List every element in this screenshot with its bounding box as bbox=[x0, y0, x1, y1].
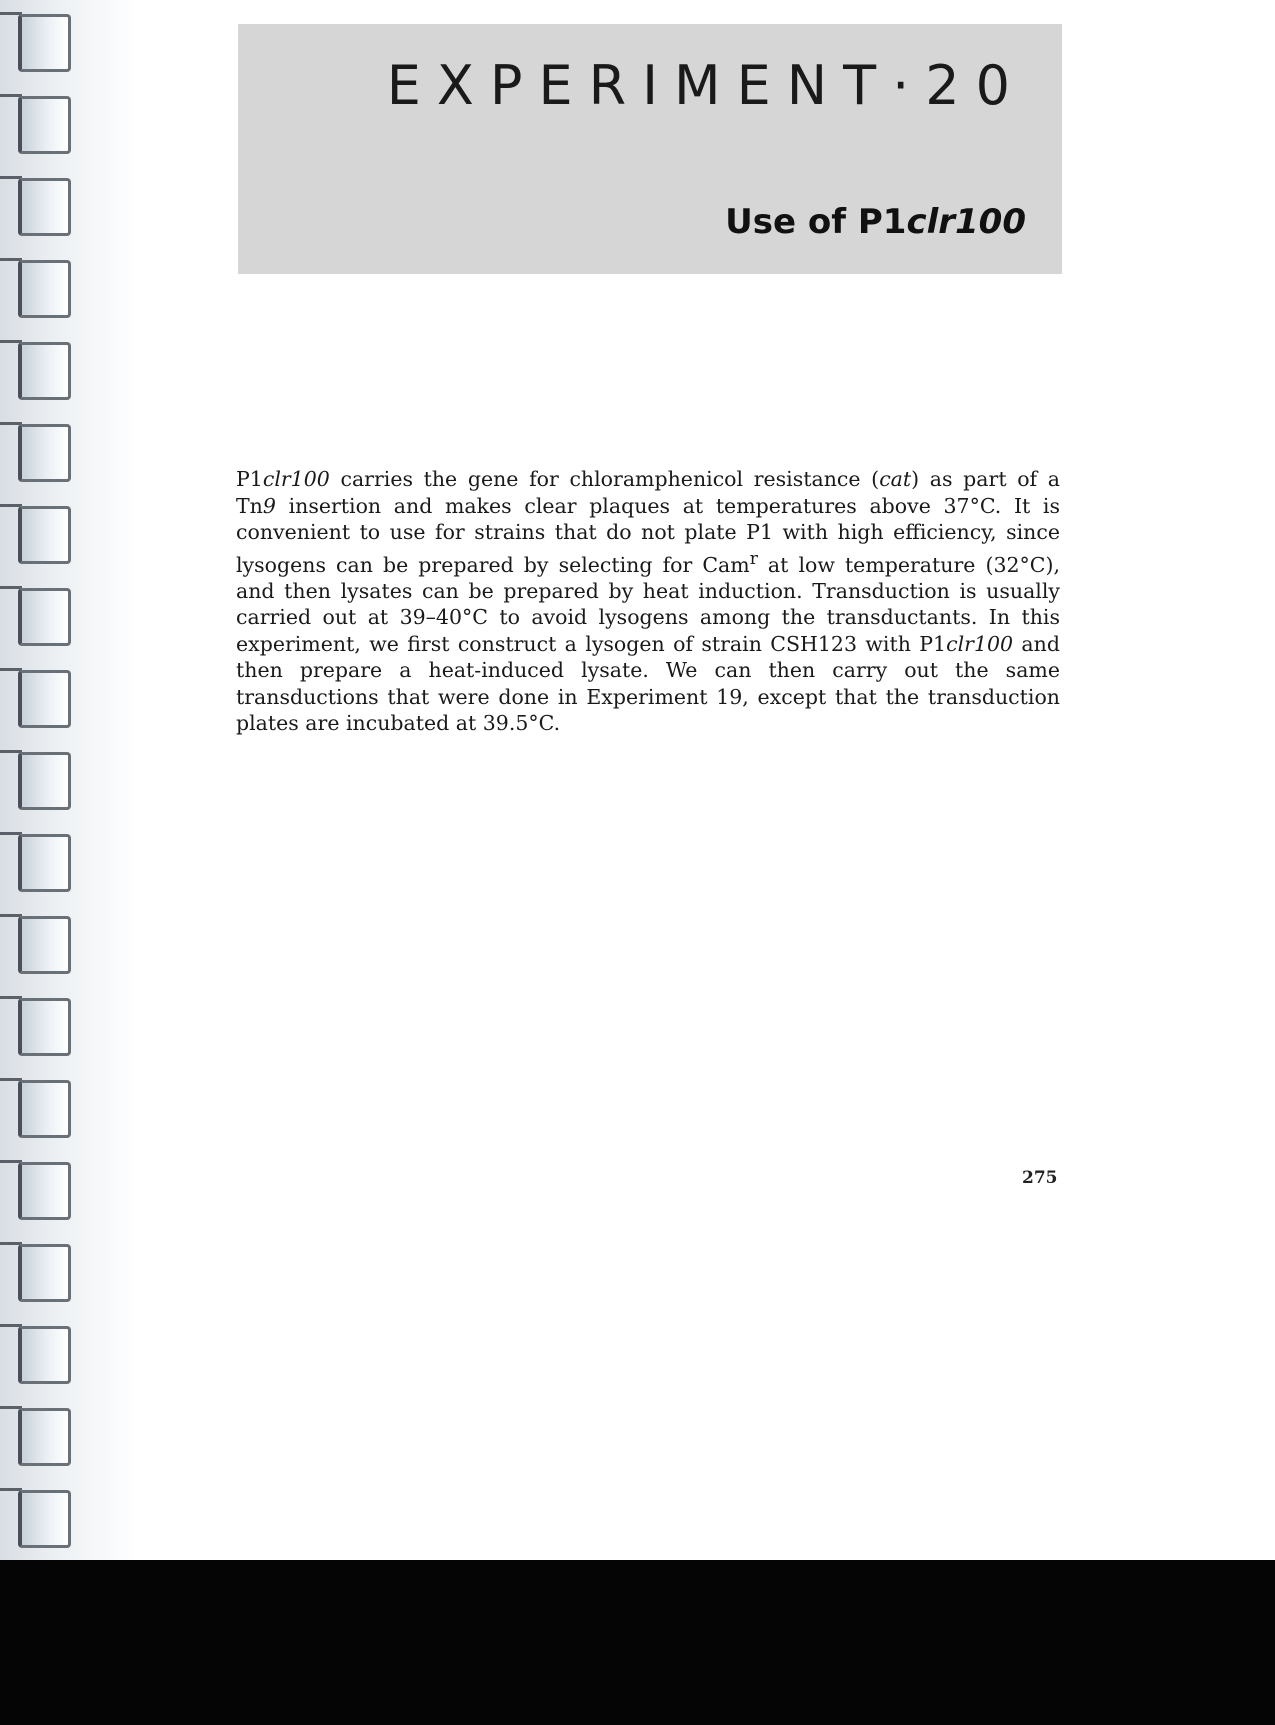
binding-ring bbox=[0, 582, 82, 648]
experiment-subtitle bbox=[725, 202, 1026, 242]
subtitle-prefix: Use of P1 bbox=[725, 202, 907, 242]
experiment-title: EXPERIMENT·20 bbox=[386, 54, 1026, 117]
text-run: ) as part of a Tn bbox=[236, 467, 1060, 518]
spiral-binding bbox=[0, 0, 95, 1560]
text-run-italic: clr100 bbox=[946, 631, 1014, 656]
binding-ring bbox=[0, 828, 82, 894]
binding-ring bbox=[0, 1320, 82, 1386]
subtitle-italic: clr100 bbox=[906, 202, 1026, 242]
text-run: and then prepare a heat-induced lysate. We can then carry out the same transductions that were done in Experiment 19, except that the transduction plates are incubated at 39.5°C. bbox=[236, 631, 1060, 736]
binding-ring bbox=[0, 1238, 82, 1304]
binding-ring bbox=[0, 910, 82, 976]
experiment-header bbox=[238, 24, 1062, 274]
text-run: at low temperature (32°C), and then lysates can be prepared by heat induction. Transduction is usually carried out at 39–40°C to avoid lysogens among the transductants. In this experiment, we first construct a lysogen of strain CSH123 with P1 bbox=[236, 552, 1060, 656]
binding-ring bbox=[0, 8, 82, 74]
text-run: insertion and makes clear plaques at temperatures above 37°C. It is convenient to use for strains that do not plate P1 with high efficiency, since lysogens can be prepared by selecting for Cam bbox=[236, 493, 1060, 577]
binding-ring bbox=[0, 1156, 82, 1222]
text-run: P1 bbox=[236, 467, 263, 491]
page-number: 275 bbox=[1022, 1168, 1058, 1188]
text-run-italic: cat bbox=[879, 467, 912, 491]
body-paragraph bbox=[236, 466, 1060, 737]
binding-ring bbox=[0, 746, 82, 812]
text-run-italic: clr100 bbox=[262, 467, 330, 491]
binding-ring bbox=[0, 500, 82, 566]
binding-ring bbox=[0, 1402, 82, 1468]
binding-ring bbox=[0, 336, 82, 402]
binding-ring bbox=[0, 172, 82, 238]
binding-ring bbox=[0, 1074, 82, 1140]
binding-ring bbox=[0, 1484, 82, 1550]
text-run-italic: 9 bbox=[262, 493, 276, 518]
text-run: carries the gene for chloramphenicol resistance ( bbox=[329, 467, 880, 491]
binding-ring bbox=[0, 254, 82, 320]
binding-ring bbox=[0, 418, 82, 484]
scanner-background bbox=[0, 1560, 1275, 1725]
superscript-r: r bbox=[749, 548, 758, 569]
binding-ring bbox=[0, 664, 82, 730]
binding-ring bbox=[0, 992, 82, 1058]
binding-ring bbox=[0, 90, 82, 156]
